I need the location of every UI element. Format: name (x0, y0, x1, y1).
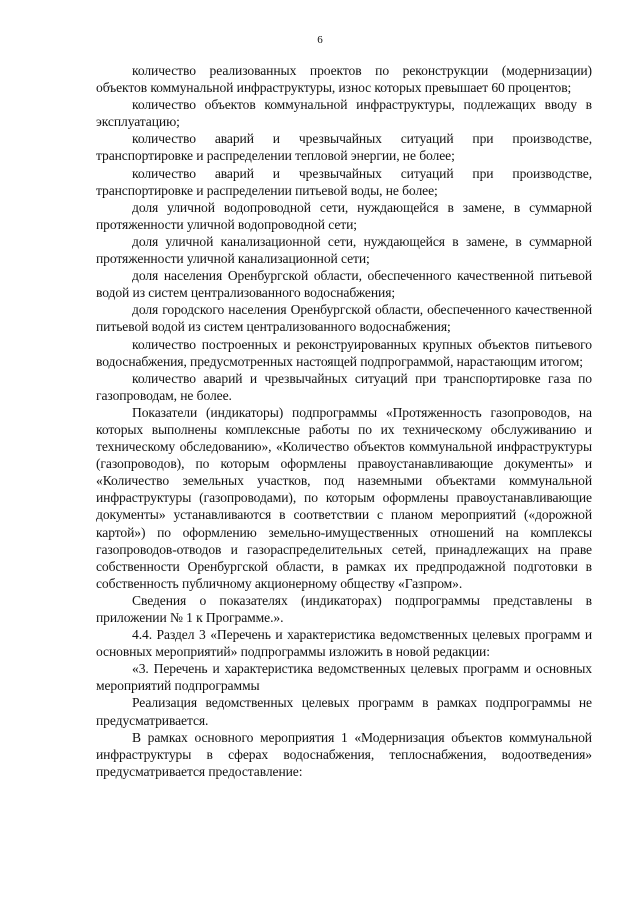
paragraph: Сведения о показателях (индикаторах) подпрограммы представлены в приложении № 1 к Программе.». (96, 592, 592, 625)
paragraph: количество аварий и чрезвычайных ситуаций при транспортировке газа по газопроводам, не более. (96, 370, 592, 403)
paragraph: количество объектов коммунальной инфраструктуры, подлежащих вводу в эксплуатацию; (96, 97, 592, 130)
paragraph: доля уличной канализационной сети, нуждающейся в замене, в суммарной протяженности уличной канализационной сети; (96, 233, 592, 267)
paragraph: доля населения Оренбургской области, обеспеченного качественной питьевой водой из систем централизованного водоснабжения; (96, 268, 592, 301)
paragraph: количество построенных и реконструированных крупных объектов питьевого водоснабжения, предусмотренных настоящей подпрограммой, нарастающим итогом; (96, 336, 592, 369)
page-number: 6 (317, 34, 323, 46)
paragraph: количество аварий и чрезвычайных ситуаций при производстве, транспортировке и распределении питьевой воды, не более; (96, 165, 592, 198)
paragraph: Реализация ведомственных целевых программ в рамках подпрограммы не предусматривается. (96, 695, 592, 728)
paragraph: В рамках основного мероприятия 1 «Модернизация объектов коммунальной инфраструктуры в сферах водоснабжения, теплоснабжения, водоотведения» предусматривается предоставление: (96, 729, 592, 779)
paragraph: 4.4. Раздел 3 «Перечень и характеристика ведомственных целевых программ и основных мероприятий» подпрограммы изложить в новой редакции: (96, 627, 592, 660)
paragraph: доля уличной водопроводной сети, нуждающейся в замене, в суммарной протяженности уличной водопроводной сети; (96, 199, 592, 232)
paragraph: количество аварий и чрезвычайных ситуаций при производстве, транспортировке и распределении тепловой энергии, не более; (96, 131, 592, 164)
document-body (96, 62, 592, 780)
paragraph: количество реализованных проектов по реконструкции (модернизации) объектов коммунальной инфраструктуры, износ которых превышает 60 процентов; (96, 63, 592, 96)
paragraph: «3. Перечень и характеристика ведомственных целевых программ и основных мероприятий подпрограммы (96, 661, 592, 694)
paragraph: Показатели (индикаторы) подпрограммы «Протяженность газопроводов, на которых выполнены комплексные работы по их техническому обслуживанию и техническому обследованию», «Количество объектов коммунальной инфраструктуры (газопроводов), по которым оформлены правоустанавливающие документы» и «Количество земельных участков, под наземными объектами коммунальной инфраструктуры (газопроводами), по которым оформлены правоустанавливающие документы» устанавливаются в соответствии с планом мероприятий («дорожной картой») по оформлению земельно-имущественных отношений на комплексы газопроводов-отводов и газораспределительных сетей, принадлежащих на праве собственности Оренбургской области, в рамках их предпродажной подготовки в собственность публичному акционерному обществу «Газпром». (96, 404, 592, 591)
paragraph: доля городского населения Оренбургской области, обеспеченного качественной питьевой водой из систем централизованного водоснабжения; (96, 302, 592, 335)
